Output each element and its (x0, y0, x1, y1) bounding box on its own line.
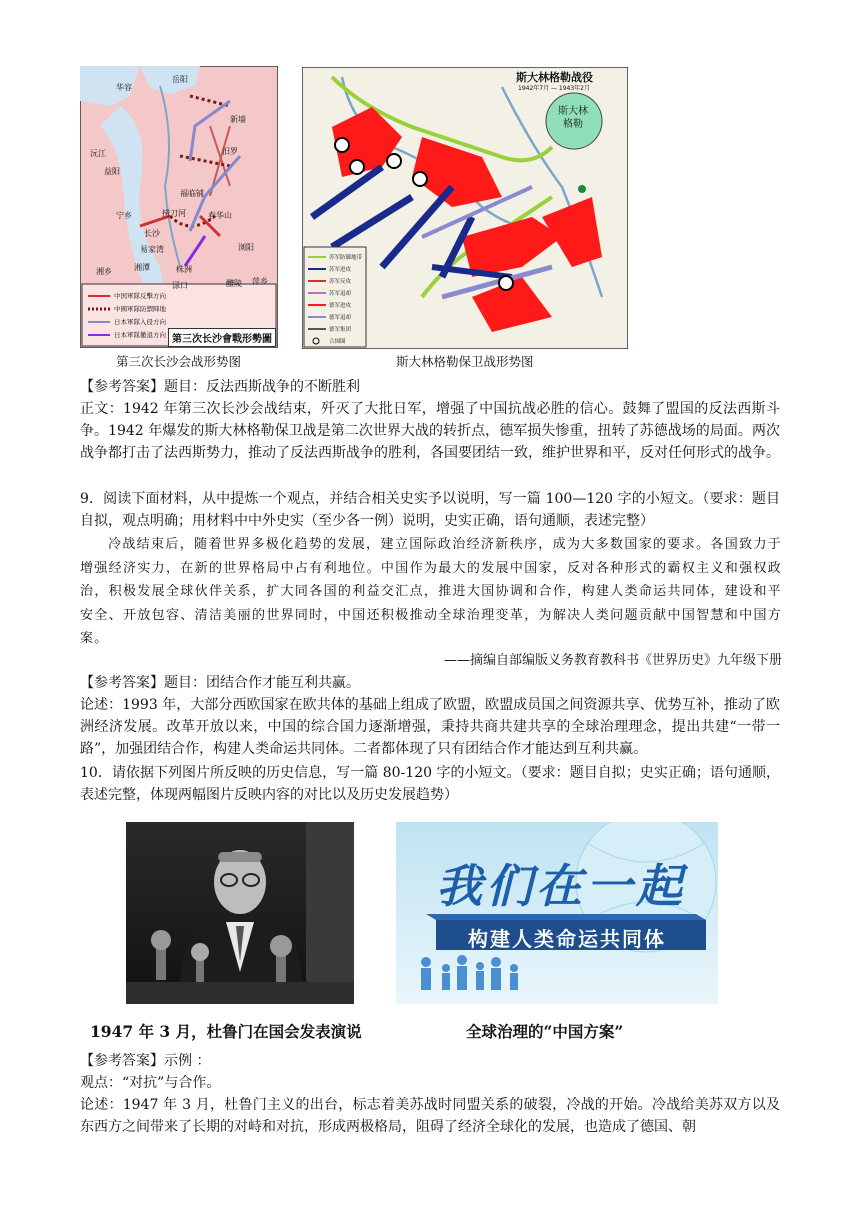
stalingrad-legend-4: 苏军退却 (329, 291, 352, 297)
q8-answer-title: 【参考答案】题目：反法西斯战争的不断胜利 (80, 379, 360, 395)
changsha-place-liling: 醴陵 (226, 279, 242, 288)
q9-answer-title: 【参考答案】题目：团结合作才能互利共赢。 (80, 675, 360, 691)
changsha-legend-3: 日本軍隊入侵方向 (114, 318, 166, 326)
changsha-place-yiyang: 益阳 (104, 167, 120, 176)
stalingrad-legend-1: 苏军防御地带 (329, 255, 363, 261)
china-plan-title: 我们在一起 (436, 859, 686, 913)
changsha-place-lukou: 渌口 (172, 281, 188, 290)
changsha-place-ningxiang: 宁乡 (116, 211, 132, 220)
changsha-battle-map (80, 66, 278, 348)
stalingrad-legend-6: 德军退却 (329, 315, 352, 321)
stalingrad-caption: 斯大林格勒保卫战形势图 (396, 354, 534, 369)
changsha-map-drawing (80, 66, 278, 348)
changsha-place-pingxiang: 萍乡 (252, 277, 268, 286)
changsha-legend-2: 中國軍隊防禦陣地 (114, 305, 166, 313)
stalingrad-legend-7: 德军集团 (329, 327, 352, 333)
changsha-place-chunhuashan: 春华山 (208, 211, 232, 220)
q9-material: 冷战结束后，随着世界多极化趋势的发展，建立国际政治经济新秩序，成为大多数国家的要求。各国致力于增强经济实力，在新的世界格局中占有利地位。中国作为最大的发展中国家，反对各种形式的霸权主义和强权政治，积极发展全球伙伴关系，扩大同各国的利益交汇点，推进大国协调和合作，构建人类命运共同体，建设和平安全、开放包容、清洁美丽的世界同时，中国还积极推动全球治理变革，为解决人类问题贡献中国智慧和中国方案。 (80, 537, 782, 646)
stalingrad-city-label: 斯大林格勒 (558, 106, 588, 130)
truman-photo (126, 822, 354, 1004)
changsha-place-xinqiang: 新墙 (230, 115, 246, 124)
stalingrad-legend-8: 合围圈 (329, 339, 346, 345)
stalingrad-legend-5: 德军进攻 (329, 303, 352, 309)
changsha-caption: 第三次长沙会战形势图 (116, 354, 242, 369)
changsha-inset-title: 第三次长沙會戰形勢圖 (168, 328, 276, 347)
china-plan-image (396, 822, 718, 1004)
changsha-place-huarong: 华容 (116, 83, 132, 92)
changsha-place-yueyang: 岳阳 (172, 75, 188, 84)
changsha-place-miluo: 汨罗 (222, 147, 238, 156)
changsha-place-laodaohe: 捞刀河 (162, 209, 186, 218)
stalingrad-inset-dates: 1942年7月 — 1943年2月 (518, 85, 590, 92)
china-plan-banner: 构建人类命运共同体 (468, 927, 666, 951)
china-plan-caption: 全球治理的“中国方案” (466, 1022, 624, 1041)
changsha-place-fulinpu: 福临铺 (180, 189, 204, 198)
stalingrad-legend-3: 苏军反攻 (329, 279, 352, 285)
q10-viewpoint: 观点：“对抗”与合作。 (80, 1075, 221, 1091)
changsha-legend-1: 中国軍隊反擊方向 (114, 292, 166, 300)
stalingrad-battle-map (302, 67, 628, 349)
truman-photo-drawing (126, 822, 354, 1004)
q9-question: 9．阅读下面材料，从中提炼一个观点，并结合相关史实予以说明，写一篇 100—120 字的小短文。（要求：题目自拟，观点明确；用材料中中外史实（至少各一例）说明，史实正确，语句通顺，表述完整） (80, 491, 780, 529)
changsha-place-liuyang: 浏阳 (238, 243, 254, 252)
changsha-place-xiangtan: 湘潭 (134, 263, 150, 272)
changsha-place-yijiawan: 易家湾 (140, 245, 164, 254)
q10-question: 10．请依据下列图片所反映的历史信息，写一篇 80-120 字的小短文。（要求：题目自拟；史实正确；语句通顺，表述完整，体现两幅图片反映内容的对比以及历史发展趋势） (80, 765, 780, 803)
changsha-place-xiangxiang: 湘乡 (96, 267, 112, 276)
stalingrad-legend-2: 苏军进攻 (329, 267, 352, 273)
changsha-place-changsha: 长沙 (144, 229, 160, 238)
changsha-legend-4: 日本軍隊撤退方向 (114, 331, 166, 339)
q10-answer-title: 【参考答案】示例 ： (80, 1053, 211, 1069)
q10-answer-body: 论述：1947 年 3 月，杜鲁门主义的出台，标志着美苏战时同盟关系的破裂，冷战的开始。冷战给美苏双方以及东西方之间带来了长期的对峙和对抗，形成两极格局，阻碍了经济全球化的发展，也造成了德国、朝 (80, 1097, 780, 1135)
changsha-place-yuanjiang: 沅江 (90, 149, 106, 158)
changsha-place-zhuzhou: 株洲 (176, 265, 192, 274)
q9-source: ——摘编自部编版义务教育教科书《世界历史》九年级下册 (443, 653, 782, 668)
truman-caption: 1947 年 3 月，杜鲁门在国会发表演说 (90, 1022, 362, 1041)
stalingrad-inset-title: 斯大林格勒战役 (516, 71, 593, 84)
q8-answer-body: 正文：1942 年第三次长沙会战结束，歼灭了大批日军，增强了中国抗战必胜的信心。鼓舞了盟国的反法西斯斗争。1942 年爆发的斯大林格勒保卫战是第二次世界大战的转折点，德军损失惨重，扭转了苏德战场的局面。两次战争都打击了法西斯势力，推动了反法西斯战争的胜利，各国要团结一致，维护世界和平，反对任何形式的战争。 (80, 401, 780, 461)
q9-answer-body: 论述：1993 年，大部分西欧国家在欧共体的基础上组成了欧盟，欧盟成员国之间资源共享、优势互补，推动了欧洲经济发展。改革开放以来，中国的综合国力逐渐增强，秉持共商共建共享的全球治理理念，提出共建“一带一路”，加强团结合作，构建人类命运共同体。二者都体现了只有团结合作才能达到互利共赢。 (80, 697, 780, 757)
